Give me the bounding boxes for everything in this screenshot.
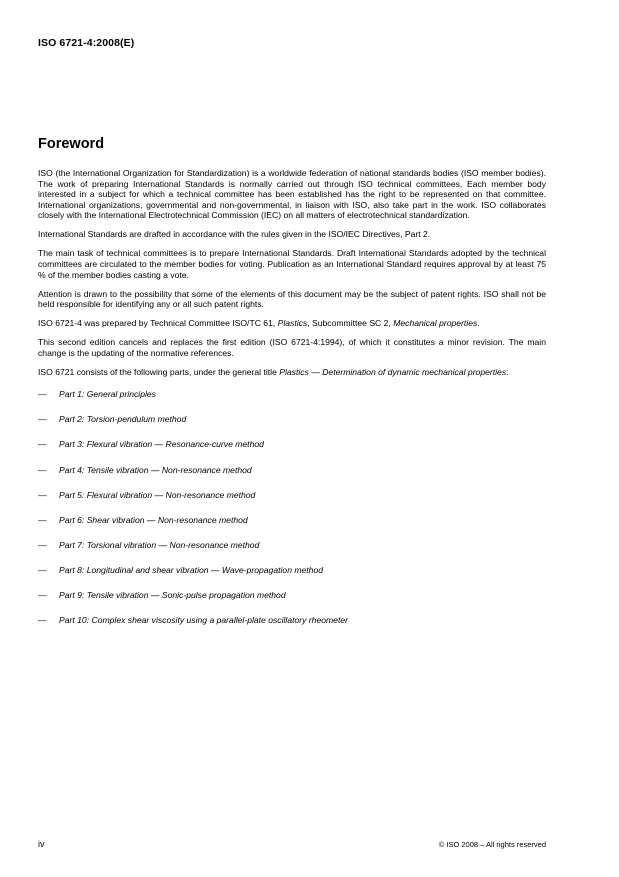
list-item [38,389,546,414]
document-id-header: ISO 6721-4:2008(E) [38,37,135,49]
list-dash: — [38,590,47,600]
subcommittee-mechanical-properties: Mechanical properties [393,318,478,329]
prepared-by-end: . [477,318,480,329]
list-item [38,414,546,439]
paragraph-edition: This second edition cancels and replaces the first edition (ISO 6721-4:1994), of which it constitutes a minor revision. The main change is the updating of the normative references. [38,337,546,358]
part-title: Part 2: Torsion-pendulum method [59,414,187,425]
parts-list [38,389,546,640]
paragraph-directives: International Standards are drafted in accordance with the rules given in the ISO/IEC Directives, Part 2. [38,229,431,240]
paragraph-patent-rights: Attention is drawn to the possibility that some of the elements of this document may be the subject of patent rights. ISO shall not be held responsible for identifying any or all such patent rights. [38,288,546,310]
part-title: Part 9: Tensile vibration — Sonic-pulse propagation method [59,590,286,600]
list-dash: — [38,414,47,425]
paragraph-prepared-by [38,318,546,329]
part-title: Part 10: Complex shear viscosity using a parallel-plate oscillatory rheometer [59,615,348,626]
prepared-by-text: ISO 6721-4 was prepared by Technical Committee ISO/TC 61, [38,318,278,329]
part-title: Part 1: General principles [59,389,156,400]
list-dash: — [38,489,47,500]
copyright-notice: © ISO 2008 – All rights reserved [438,840,546,849]
list-item [38,490,546,515]
committee-plastics: Plastics [277,318,308,329]
list-item [38,439,546,464]
part-title: Part 3: Flexural vibration — Resonance-curve method [59,439,264,450]
list-dash: — [38,464,47,475]
paragraph-committee-task: The main task of technical committees is to prepare International Standards. Draft International Standards adopted by the technical committees are circulated to the member bodies for voting. Publication as an International Standard requires approval by at least 75 % of the member bodies casting a vote. [38,248,546,280]
list-item [38,590,546,615]
list-item [38,515,546,540]
list-item [38,540,546,565]
page-title: Foreword [38,136,105,152]
part-title: Part 4: Tensile vibration — Non-resonance method [59,464,252,475]
list-dash: — [38,514,47,525]
part-title: Part 6: Shear vibration — Non-resonance method [59,514,248,525]
list-item [38,465,546,490]
list-item [38,615,546,640]
part-title: Part 5: Flexural vibration — Non-resonance method [59,489,256,500]
prepared-by-subcommittee: , Subcommittee SC 2, [307,318,394,329]
list-dash: — [38,439,47,450]
paragraph-parts-intro [38,367,546,378]
parts-intro-end: : [506,366,509,377]
parts-intro-text: ISO 6721 consists of the following parts, under the general title [38,366,280,377]
part-title: Part 8: Longitudinal and shear vibration — Wave-propagation method [59,564,324,575]
foreword-body [38,168,546,640]
general-title: Plastics — Determination of dynamic mechanical properties [279,366,507,377]
part-title: Part 7: Torsional vibration — Non-resonance method [59,539,260,550]
list-dash: — [38,389,47,400]
list-item [38,565,546,590]
list-dash: — [38,539,47,550]
page-number: iv [38,839,45,849]
list-dash: — [38,615,47,626]
list-dash: — [38,564,47,575]
paragraph-iso-intro: ISO (the International Organization for Standardization) is a worldwide federation of national standards bodies (ISO member bodies). The work of preparing International Standards is normally carried out through ISO technical committees. Each member body interested in a subject for which a technical committee has been established has the right to be represented on that committee. International organizations, governmental and non-governmental, in liaison with ISO, also take part in the work. ISO collaborates closely with the International Electrotechnical Commission (IEC) on all matters of electrotechnical standardization. [38,168,546,221]
